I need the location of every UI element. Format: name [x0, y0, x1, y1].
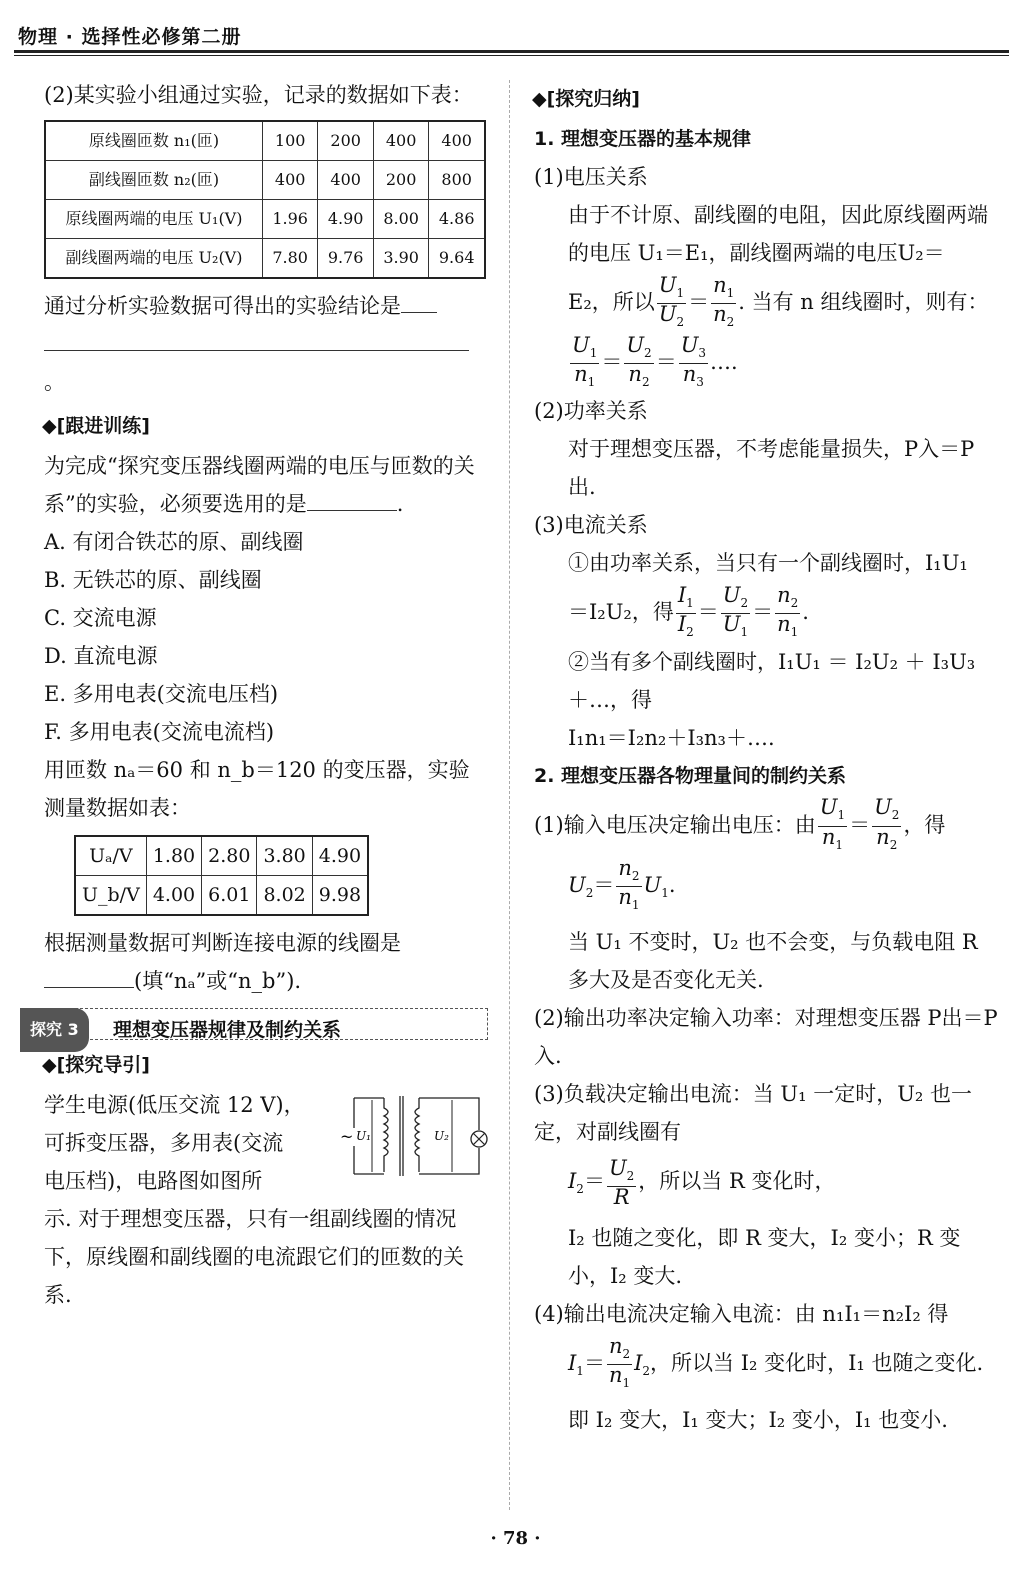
table-cell: 9.98: [312, 876, 368, 916]
table-cell: 400: [373, 121, 428, 161]
table-row-header: U_b/V: [75, 876, 146, 916]
fig-u1-label: U₁: [356, 1129, 371, 1143]
voltage-ratio: E₂，所以 $\frac{U_1}{U_2}$ ＝ $\frac{n_1}{n_2}$ . 当有 n 组线圈时，则有：: [568, 272, 989, 330]
table-cell: 1.80: [146, 836, 201, 876]
current-b: ＝I₂U₂，得 $\frac{I_1}{I_2}$ ＝ $\frac{U_2}{U_1}$ ＝ $\frac{n_2}{n_1}$ .: [568, 583, 809, 640]
header-rule-thin: [14, 55, 1009, 56]
table-cell: 100: [262, 121, 317, 161]
table-row: [45, 200, 485, 239]
conclusion-prompt: 通过分析实验数据可得出的实验结论是: [44, 287, 489, 325]
table-cell: 8.02: [257, 876, 312, 916]
power-heading: (2)功率关系: [534, 399, 648, 424]
voltage-heading: (1)电压关系: [534, 165, 648, 189]
table-cell: 200: [373, 161, 428, 200]
rule-title-1: 1. 理想变压器的基本规律: [534, 128, 752, 150]
summary-heading: ◆[探究归纳]: [532, 88, 640, 110]
option-item: C. 交流电源: [44, 606, 157, 630]
table-row-header: 原线圈两端的电压 U₁(V): [45, 200, 262, 239]
table-cell: 4.90: [318, 200, 373, 239]
page-header: 物理 · 选择性必修第二册: [18, 26, 242, 48]
table-cell: 3.90: [373, 239, 428, 279]
section-banner: [20, 1008, 488, 1040]
conclusion-blank: 。: [44, 325, 489, 401]
current-c: ②当有多个副线圈时，I₁U₁ ＝ I₂U₂ ＋ I₃U₃＋…，得: [568, 649, 976, 712]
constraint-1: (1)输入电压决定输出电压：由 $\frac{U_1}{n_1}$ ＝ $\frac{U_2}{n_2}$ ，得: [534, 795, 946, 852]
fig-u2-label: U₂: [434, 1129, 449, 1143]
page-number: · 78 ·: [490, 1528, 541, 1549]
judge-answer: (填“nₐ”或“n_b”).: [44, 962, 489, 1000]
data-table-2: [74, 835, 369, 916]
table-cell: 6.01: [202, 876, 257, 916]
table-row: [45, 161, 485, 200]
table-cell: 4.90: [312, 836, 368, 876]
table-row-header: Uₐ/V: [75, 836, 146, 876]
constraint-4-formula: $I_1=$ $\frac{n_2}{n_1}$ $I_2$，所以当 I₂ 变化时，I₁ 也随之变化.: [568, 1333, 984, 1391]
constraint-1-formula: $U_2=$ $\frac{n_2}{n_1}$ $U_1$.: [568, 855, 676, 912]
table-cell: 4.86: [429, 200, 485, 239]
current-a: ①由功率关系，当只有一个副线圈时，I₁U₁: [568, 551, 968, 576]
table-cell: 400: [262, 161, 317, 200]
constraint-3-formula: $I_2=$ $\frac{U_2}{R}$ ，所以当 R 变化时，: [568, 1155, 836, 1210]
table-cell: 3.80: [257, 836, 312, 876]
data-table-1: [44, 120, 486, 279]
constraint-1-text: 当 U₁ 不变时，U₂ 也不会变，与负载电阻 R 多大及是否变化无关.: [568, 929, 978, 992]
option-list: [44, 523, 489, 751]
rule-title-2: 2. 理想变压器各物理量间的制约关系: [534, 764, 847, 787]
constraint-2: (2)输出功率决定输入功率：对理想变压器 P出＝P入.: [534, 1005, 998, 1068]
constraint-3: (3)负载决定输出电流：当 U₁ 一定时，U₂ 也一定，对副线圈有: [534, 1081, 973, 1144]
banner-title: 理想变压器规律及制约关系: [113, 1019, 342, 1041]
column-divider: [509, 80, 510, 1510]
option-item: E. 多用电表(交流电压档): [44, 682, 279, 706]
guide-line-2: 可拆变压器，多用表(交流: [44, 1131, 284, 1155]
option-item: F. 多用电表(交流电流档): [44, 720, 275, 744]
table-cell: 400: [318, 161, 373, 200]
table-row: [75, 876, 368, 916]
table-row-header: 原线圈匝数 n₁(匝): [45, 121, 262, 161]
option-item: D. 直流电源: [44, 644, 158, 668]
table-row: [75, 836, 368, 876]
table-cell: 200: [318, 121, 373, 161]
table-cell: 4.00: [146, 876, 201, 916]
table-cell: 9.76: [318, 239, 373, 279]
q2-intro: (2)某实验小组通过实验，记录的数据如下表：: [44, 83, 473, 107]
constraint-3-text: I₂ 也随之变化，即 R 变大，I₂ 变小；R 变小，I₂ 变大.: [568, 1226, 961, 1289]
voltage-multi: $\frac{U_1}{n_1}$ ＝ $\frac{U_2}{n_2}$ ＝ $\frac{U_3}{n_3}$ ….: [572, 333, 738, 390]
table-cell: 7.80: [262, 239, 317, 279]
table-cell: 1.96: [262, 200, 317, 239]
option-item: A. 有闭合铁芯的原、副线圈: [44, 530, 304, 554]
current-heading: (3)电流关系: [534, 513, 648, 538]
table-cell: 9.64: [429, 239, 485, 279]
table-cell: 2.80: [202, 836, 257, 876]
guide-heading: ◆[探究导引]: [42, 1054, 150, 1076]
right-column: [534, 76, 1000, 1439]
header-rule: [14, 50, 1009, 53]
table-cell: 400: [429, 121, 485, 161]
table-cell: 8.00: [373, 200, 428, 239]
follow-question: 为完成“探究变压器线圈两端的电压与匝数的关系”的实验，必须要选用的是 .: [44, 454, 475, 516]
table-row-header: 副线圈两端的电压 U₂(V): [45, 239, 262, 279]
table-cell: 800: [429, 161, 485, 200]
guide-line-3: 电压档)，电路图如图所: [44, 1169, 263, 1193]
voltage-text: 由于不计原、副线圈的电阻，因此原线圈两端的电压 U₁＝E₁，副线圈两端的电压U₂＝: [568, 203, 988, 265]
constraint-4-text: 即 I₂ 变大，I₁ 变大；I₂ 变小，I₁ 也变小.: [568, 1408, 948, 1433]
follow-heading: ◆[跟进训练]: [42, 415, 150, 437]
constraint-4: (4)输出电流决定输入电流：由 n₁I₁＝n₂I₂ 得: [534, 1302, 949, 1327]
table-row: [45, 239, 485, 279]
use-text: 用匝数 nₐ＝60 和 n_b＝120 的变压器，实验测量数据如表：: [44, 758, 470, 820]
circuit-diagram: [314, 1090, 494, 1182]
fig-ac-label: ~: [340, 1127, 354, 1146]
left-column: [30, 76, 489, 1314]
guide-line-4: 示. 对于理想变压器，只有一组副线圈的情况下，原线圈和副线圈的电流跟它们的匝数的关系.: [44, 1207, 464, 1307]
current-d: I₁n₁＝I₂n₂＋I₃n₃＋….: [568, 725, 775, 750]
power-text: 对于理想变压器，不考虑能量损失，P入＝P出.: [568, 437, 975, 500]
banner-tag: 探究 3: [20, 1008, 89, 1052]
judge-question: 根据测量数据可判断连接电源的线圈是: [44, 931, 401, 955]
table-row: [45, 121, 485, 161]
option-item: B. 无铁芯的原、副线圈: [44, 568, 262, 592]
guide-line-1: 学生电源(低压交流 12 V)，: [44, 1093, 305, 1117]
table-row-header: 副线圈匝数 n₂(匝): [45, 161, 262, 200]
